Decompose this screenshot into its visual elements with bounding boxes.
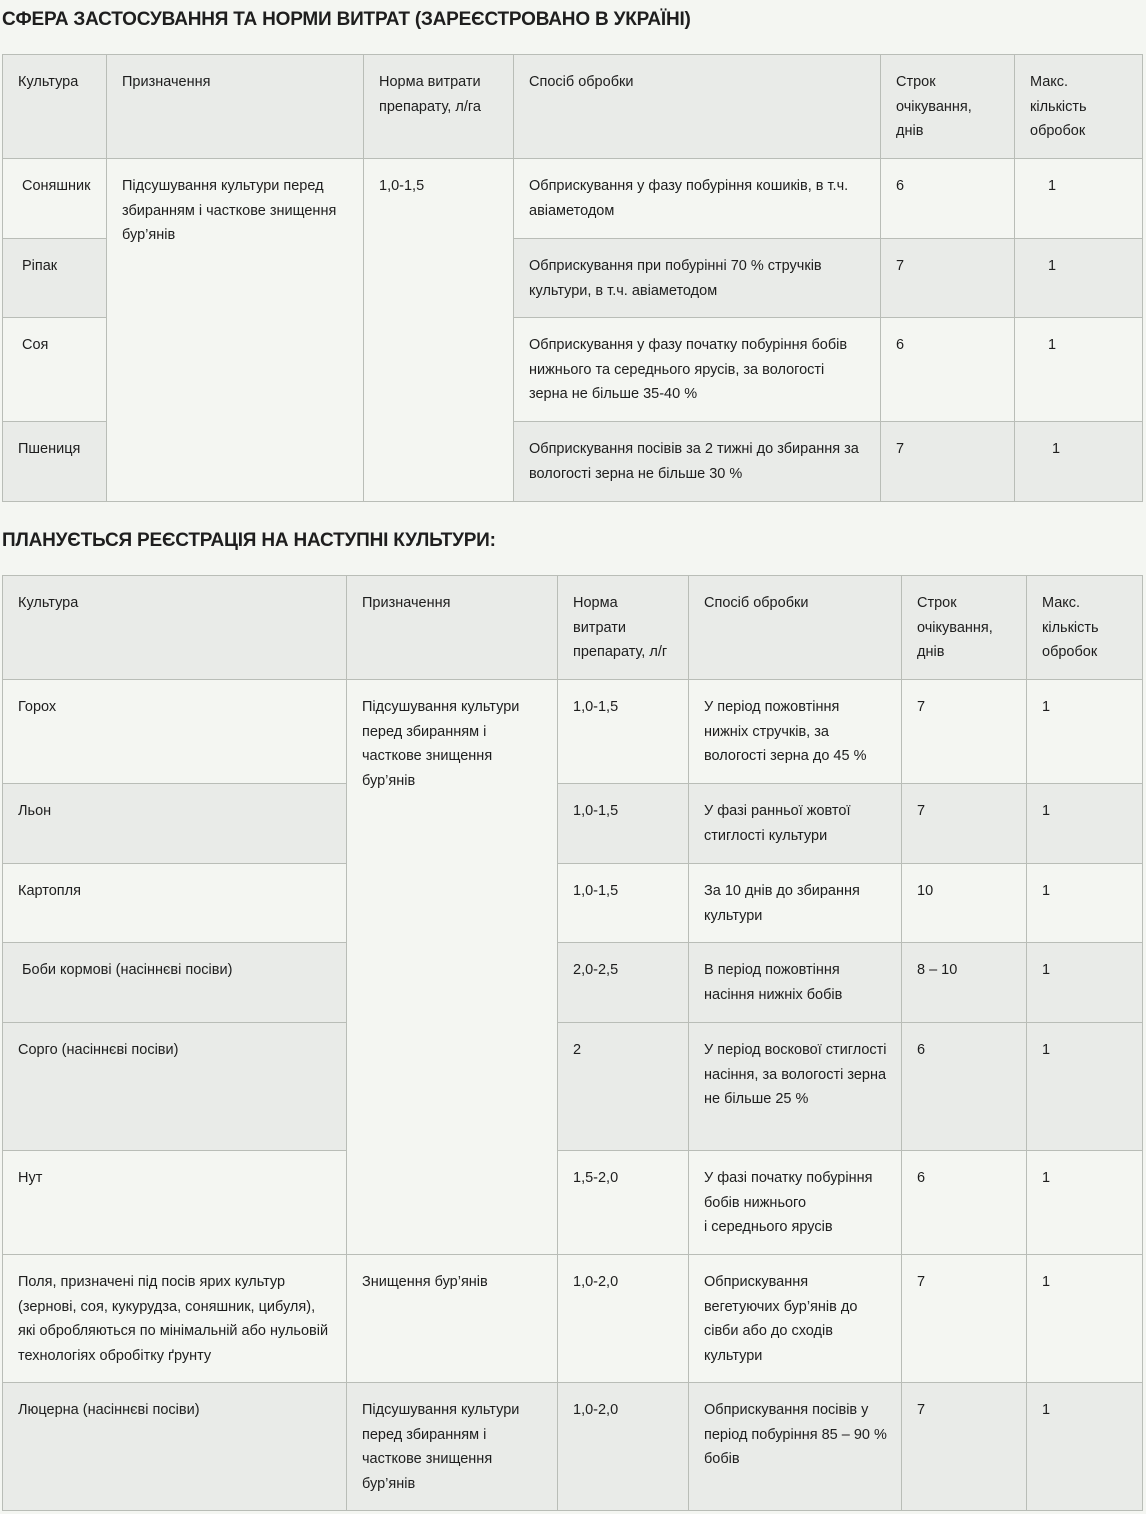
rate-cell: 1,0-1,5	[558, 680, 689, 784]
waiting-cell: 6	[881, 159, 1015, 239]
crop-cell: Люцерна (насіннєві посіви)	[3, 1383, 347, 1511]
crop-cell: Соя	[3, 318, 107, 422]
method-cell: Обприскування у фазу початку побуріння бобів нижнього та середнього ярусів, за вологості зерна не більше 35-40 %	[514, 318, 881, 422]
method-cell: У фазі ранньої жовтої стиглості культури	[689, 784, 902, 864]
header-rate: Норма витрати препарату, л/га	[364, 55, 514, 159]
purpose-cell: Підсушування культури перед збиранням і часткове знищення бур’янів	[107, 159, 364, 502]
max-cell: 1	[1027, 1023, 1143, 1151]
header-crop: Культура	[3, 55, 107, 159]
method-line: і середнього ярусів	[704, 1219, 833, 1235]
rate-cell: 1,0-1,5	[558, 864, 689, 943]
rate-cell: 1,0-2,0	[558, 1383, 689, 1511]
waiting-cell: 7	[902, 784, 1027, 864]
waiting-cell: 6	[902, 1151, 1027, 1255]
crop-cell: Соняшник	[3, 159, 107, 239]
registered-table-title: СФЕРА ЗАСТОСУВАННЯ ТА НОРМИ ВИТРАТ (ЗАРЕЄСТРОВАНО В УКРАЇНІ)	[2, 9, 691, 30]
header-max-treatments: Макс. кількість обробок	[1015, 55, 1143, 159]
method-cell: В період пожовтіння насіння нижніх бобів	[689, 943, 902, 1023]
purpose-cell: Підсушування культури перед збиранням і часткове знищення бур’янів	[347, 1383, 558, 1511]
waiting-cell: 7	[881, 239, 1015, 318]
max-cell: 1	[1027, 1255, 1143, 1383]
max-cell: 1	[1015, 318, 1143, 422]
waiting-cell: 7	[902, 680, 1027, 784]
max-cell: 1	[1015, 239, 1143, 318]
method-cell: Обприскування посівів за 2 тижні до збирання за вологості зерна не більше 30 %	[514, 422, 881, 502]
max-cell: 1	[1027, 943, 1143, 1023]
planned-registration-table	[2, 575, 1143, 1511]
waiting-cell: 7	[902, 1383, 1027, 1511]
table-row	[3, 1151, 1143, 1255]
planned-table-title: ПЛАНУЄТЬСЯ РЕЄСТРАЦІЯ НА НАСТУПНІ КУЛЬТУРИ:	[2, 530, 496, 551]
crop-cell: Картопля	[3, 864, 347, 943]
rate-cell: 1,0-2,0	[558, 1255, 689, 1383]
waiting-cell: 10	[902, 864, 1027, 943]
table-row	[3, 680, 1143, 784]
table-row	[3, 943, 1143, 1023]
method-cell: У період воскової стиглості насіння, за вологості зерна не більше 25 %	[689, 1023, 902, 1151]
waiting-cell: 6	[902, 1023, 1027, 1151]
header-waiting-period: Строк очікування, днів	[902, 576, 1027, 680]
crop-cell: Сорго (насіннєві посіви)	[3, 1023, 347, 1151]
purpose-cell: Знищення бур’янів	[347, 1255, 558, 1383]
method-cell: За 10 днів до збирання культури	[689, 864, 902, 943]
table-row	[3, 1023, 1143, 1151]
header-waiting-period: Строк очікування, днів	[881, 55, 1015, 159]
crop-cell: Льон	[3, 784, 347, 864]
crop-cell: Поля, призначені під посів ярих культур (зернові, соя, кукурудза, соняшник, цибуля), які обробляються по мінімальній або нульовій технологіях обробітку ґрунту	[3, 1255, 347, 1383]
max-cell: 1	[1027, 784, 1143, 864]
table-row	[3, 784, 1143, 864]
header-method: Спосіб обробки	[689, 576, 902, 680]
header-rate: Норма витрати препарату, л/г	[558, 576, 689, 680]
header-crop: Культура	[3, 576, 347, 680]
header-purpose: Призначення	[347, 576, 558, 680]
crop-cell: Ріпак	[3, 239, 107, 318]
header-purpose: Призначення	[107, 55, 364, 159]
method-cell: Обприскування у фазу побуріння кошиків, в т.ч. авіаметодом	[514, 159, 881, 239]
waiting-cell: 6	[881, 318, 1015, 422]
max-cell: 1	[1015, 159, 1143, 239]
table-row	[3, 1383, 1143, 1511]
rate-cell: 1,0-1,5	[558, 784, 689, 864]
header-max-treatments: Макс. кількість обробок	[1027, 576, 1143, 680]
crop-cell: Нут	[3, 1151, 347, 1255]
crop-cell: Пшениця	[3, 422, 107, 502]
waiting-cell: 7	[881, 422, 1015, 502]
waiting-cell: 8 – 10	[902, 943, 1027, 1023]
table-row	[3, 159, 1143, 239]
table-row	[3, 1255, 1143, 1383]
method-line: У фазі початку побуріння бобів нижнього	[704, 1170, 873, 1211]
crop-cell: Горох	[3, 680, 347, 784]
max-cell: 1	[1027, 1383, 1143, 1511]
registered-usage-table	[2, 54, 1143, 502]
purpose-cell: Підсушування культури перед збиранням і часткове знищення бур’янів	[347, 680, 558, 1255]
table-row	[3, 864, 1143, 943]
rate-cell: 1,0-1,5	[364, 159, 514, 502]
header-method: Спосіб обробки	[514, 55, 881, 159]
max-cell: 1	[1027, 1151, 1143, 1255]
waiting-cell: 7	[902, 1255, 1027, 1383]
method-cell: Обприскування при побурінні 70 % стручків культури, в т.ч. авіаметодом	[514, 239, 881, 318]
method-cell: Обприскування посівів у період побуріння 85 – 90 % бобів	[689, 1383, 902, 1511]
max-cell: 1	[1015, 422, 1143, 502]
max-cell: 1	[1027, 864, 1143, 943]
max-cell: 1	[1027, 680, 1143, 784]
method-cell: У період пожовтіння нижніх стручків, за вологості зерна до 45 %	[689, 680, 902, 784]
method-cell: Обприскування вегетуючих бур’янів до сівби або до сходів культури	[689, 1255, 902, 1383]
method-cell	[689, 1151, 902, 1255]
rate-cell: 1,5-2,0	[558, 1151, 689, 1255]
crop-cell: Боби кормові (насіннєві посіви)	[3, 943, 347, 1023]
rate-cell: 2,0-2,5	[558, 943, 689, 1023]
rate-cell: 2	[558, 1023, 689, 1151]
